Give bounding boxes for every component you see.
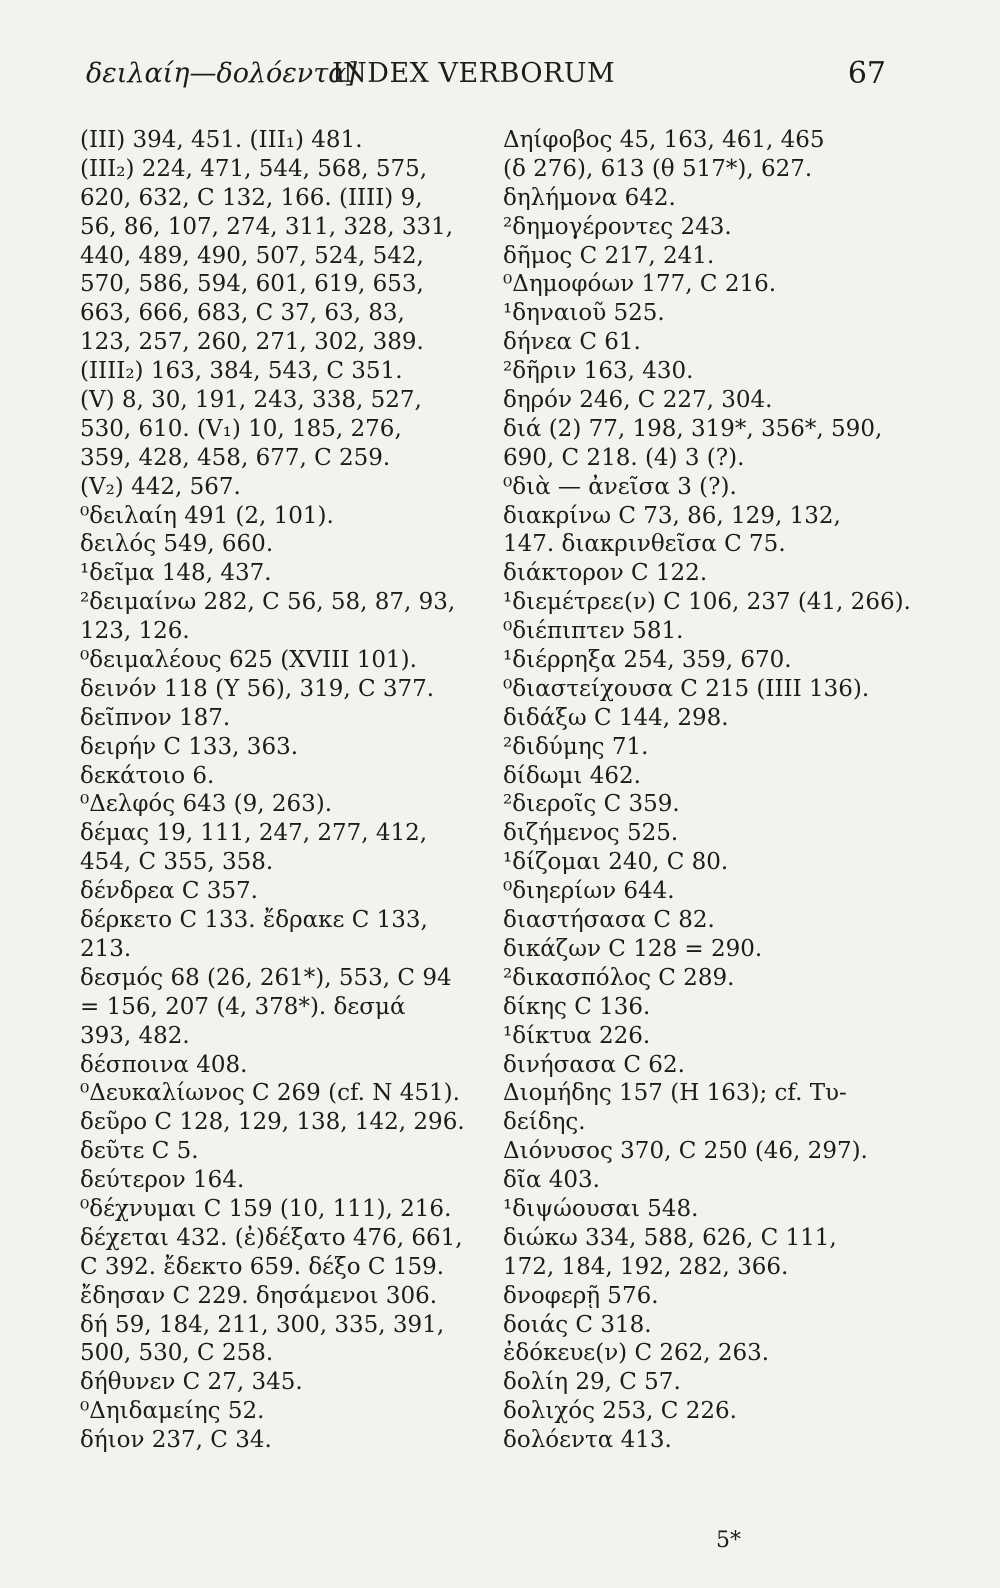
index-line: = 156, 207 (4, 378*). δεσμά (80, 993, 406, 1020)
index-line: ⁰δειλαίη 491 (2, 101). (80, 502, 334, 529)
index-line: (V₂) 442, 567. (80, 473, 241, 500)
index-line: δεῦρο C 128, 129, 138, 142, 296. (80, 1109, 465, 1136)
index-line: (IIII₂) 163, 384, 543, C 351. (80, 358, 403, 385)
index-line: ²δειμαίνω 282, C 56, 58, 87, 93, (80, 589, 456, 616)
index-line: ²δῆριν 163, 430. (503, 358, 694, 385)
index-line: Διόνυσος 370, C 250 (46, 297). (503, 1138, 868, 1165)
index-line: ⁰δειμαλέους 625 (XVIII 101). (80, 647, 417, 674)
index-line: 454, C 355, 358. (80, 849, 274, 876)
index-line: διά (2) 77, 198, 319*, 356*, 590, (503, 415, 883, 442)
index-line: 690, C 218. (4) 3 (?). (503, 444, 745, 471)
index-line: δέμας 19, 111, 247, 277, 412, (80, 820, 428, 847)
index-line: δεινόν 118 (Υ 56), 319, C 377. (80, 675, 435, 702)
index-line: δοιάς C 318. (503, 1311, 652, 1338)
index-line: ¹διεμέτρεε(ν) C 106, 237 (41, 266). (503, 589, 911, 616)
index-line: 440, 489, 490, 507, 524, 542, (80, 242, 424, 269)
index-line: 620, 632, C 132, 166. (IIII) 9, (80, 184, 423, 211)
index-line: 393, 482. (80, 1022, 190, 1049)
index-line: C 392. ἔδεκτο 659. δέξο C 159. (80, 1253, 445, 1280)
index-line: ⁰Δελφός 643 (9, 263). (80, 791, 333, 818)
index-line: ¹διέρρηξα 254, 359, 670. (503, 647, 792, 674)
running-header (86, 58, 886, 98)
index-line: 56, 86, 107, 274, 311, 328, 331, (80, 213, 454, 240)
index-line: δεσμός 68 (26, 261*), 553, C 94 (80, 964, 452, 991)
index-line: 123, 257, 260, 271, 302, 389. (80, 329, 424, 356)
index-line: 123, 126. (80, 618, 190, 645)
index-line: δήθυνεν C 27, 345. (80, 1369, 303, 1396)
index-line: ἔδησαν C 229. δησάμενοι 306. (80, 1282, 438, 1309)
index-line: ¹δίκτυα 226. (503, 1022, 651, 1049)
index-line: δῆμος C 217, 241. (503, 242, 715, 269)
index-line: δῖα 403. (503, 1167, 600, 1194)
index-line: (III₂) 224, 471, 544, 568, 575, (80, 155, 428, 182)
index-line: δεύτερον 164. (80, 1167, 245, 1194)
index-line: δίδωμι 462. (503, 762, 641, 789)
index-line: διζήμενος 525. (503, 820, 679, 847)
index-line: δειλός 549, 660. (80, 531, 274, 558)
index-line: δνοφερῇ 576. (503, 1282, 659, 1309)
index-line: δολόεντα 413. (503, 1427, 672, 1454)
index-line: ¹δηναιοῦ 525. (503, 300, 665, 327)
index-line: δινήσασα C 62. (503, 1051, 685, 1078)
index-line: δίκης C 136. (503, 993, 651, 1020)
index-line: διάκτορον C 122. (503, 560, 708, 587)
page-number: 67 (847, 56, 886, 91)
index-line: δέχεται 432. (ἐ)δέξατο 476, 661, (80, 1224, 463, 1251)
index-line: δολιχός 253, C 226. (503, 1398, 737, 1425)
index-line: ⁰Δηιδαμείης 52. (80, 1398, 265, 1425)
index-line: 570, 586, 594, 601, 619, 653, (80, 271, 424, 298)
index-line: ⁰διὰ — ἀνεῖσα 3 (?). (503, 473, 737, 500)
index-line: Δηίφοβος 45, 163, 461, 465 (503, 127, 825, 153)
header-range: δειλαίη—δολόεντα] (86, 58, 357, 89)
index-line: δηρόν 246, C 227, 304. (503, 387, 773, 414)
index-line: ¹δεῖμα 148, 437. (80, 560, 272, 587)
index-line: δειρήν C 133, 363. (80, 733, 299, 760)
index-line: ⁰Δημοφόων 177, C 216. (503, 271, 777, 298)
index-line: διδάξω C 144, 298. (503, 704, 729, 731)
index-line: ¹δίζομαι 240, C 80. (503, 849, 729, 876)
index-line: δήιον 237, C 34. (80, 1427, 272, 1454)
index-line: ²διδύμης 71. (503, 733, 649, 760)
index-line: ⁰διέπιπτεν 581. (503, 618, 684, 645)
index-line: δεῦτε C 5. (80, 1138, 199, 1165)
index-line: ἐδόκευε(ν) C 262, 263. (503, 1340, 770, 1367)
index-line: 172, 184, 192, 282, 366. (503, 1253, 789, 1280)
index-line: ⁰διαστείχουσα C 215 (IIII 136). (503, 675, 870, 702)
left-column (80, 126, 465, 1455)
index-line: 359, 428, 458, 677, C 259. (80, 444, 391, 471)
index-line: ²δικασπόλος C 289. (503, 964, 735, 991)
index-line: δείδης. (503, 1109, 586, 1136)
index-line: ¹διψώουσαι 548. (503, 1195, 699, 1222)
signature-mark: 5* (716, 1528, 741, 1553)
index-line: ⁰Δευκαλίωνος C 269 (cf. Ν 451). (80, 1080, 460, 1107)
header-title: INDEX VERBORUM (332, 58, 616, 89)
index-line: δεκάτοιο 6. (80, 762, 215, 789)
index-line: ²δημογέροντες 243. (503, 213, 732, 240)
index-line: ²διεροῖς C 359. (503, 791, 680, 818)
index-line: 663, 666, 683, C 37, 63, 83, (80, 300, 405, 327)
index-line: δήνεα C 61. (503, 329, 641, 356)
index-line: δεῖπνον 187. (80, 704, 231, 731)
index-line: (III) 394, 451. (III₁) 481. (80, 127, 363, 153)
index-line: διαστήσασα C 82. (503, 907, 715, 934)
index-line: ⁰διηερίων 644. (503, 878, 675, 905)
right-column (503, 126, 911, 1455)
index-line: δηλήμονα 642. (503, 184, 676, 211)
index-line: 500, 530, C 258. (80, 1340, 274, 1367)
index-line: δολίη 29, C 57. (503, 1369, 681, 1396)
index-line: ⁰δέχνυμαι C 159 (10, 111), 216. (80, 1195, 452, 1222)
index-line: διώκω 334, 588, 626, C 111, (503, 1224, 837, 1251)
index-line: (V) 8, 30, 191, 243, 338, 527, (80, 387, 422, 414)
index-line: Διομήδης 157 (Η 163); cf. Τυ- (503, 1080, 847, 1107)
index-line: (δ 276), 613 (θ 517*), 627. (503, 155, 813, 182)
index-line: 147. διακρινθεῖσα C 75. (503, 531, 786, 558)
index-line: δένδρεα C 357. (80, 878, 258, 905)
index-line: 213. (80, 935, 132, 962)
index-line: δέσποινα 408. (80, 1051, 248, 1078)
index-line: δή 59, 184, 211, 300, 335, 391, (80, 1311, 445, 1338)
index-line: 530, 610. (V₁) 10, 185, 276, (80, 415, 402, 442)
index-line: διακρίνω C 73, 86, 129, 132, (503, 502, 841, 529)
index-line: δέρκετο C 133. ἔδρακε C 133, (80, 907, 428, 934)
index-line: δικάζων C 128 = 290. (503, 935, 763, 962)
